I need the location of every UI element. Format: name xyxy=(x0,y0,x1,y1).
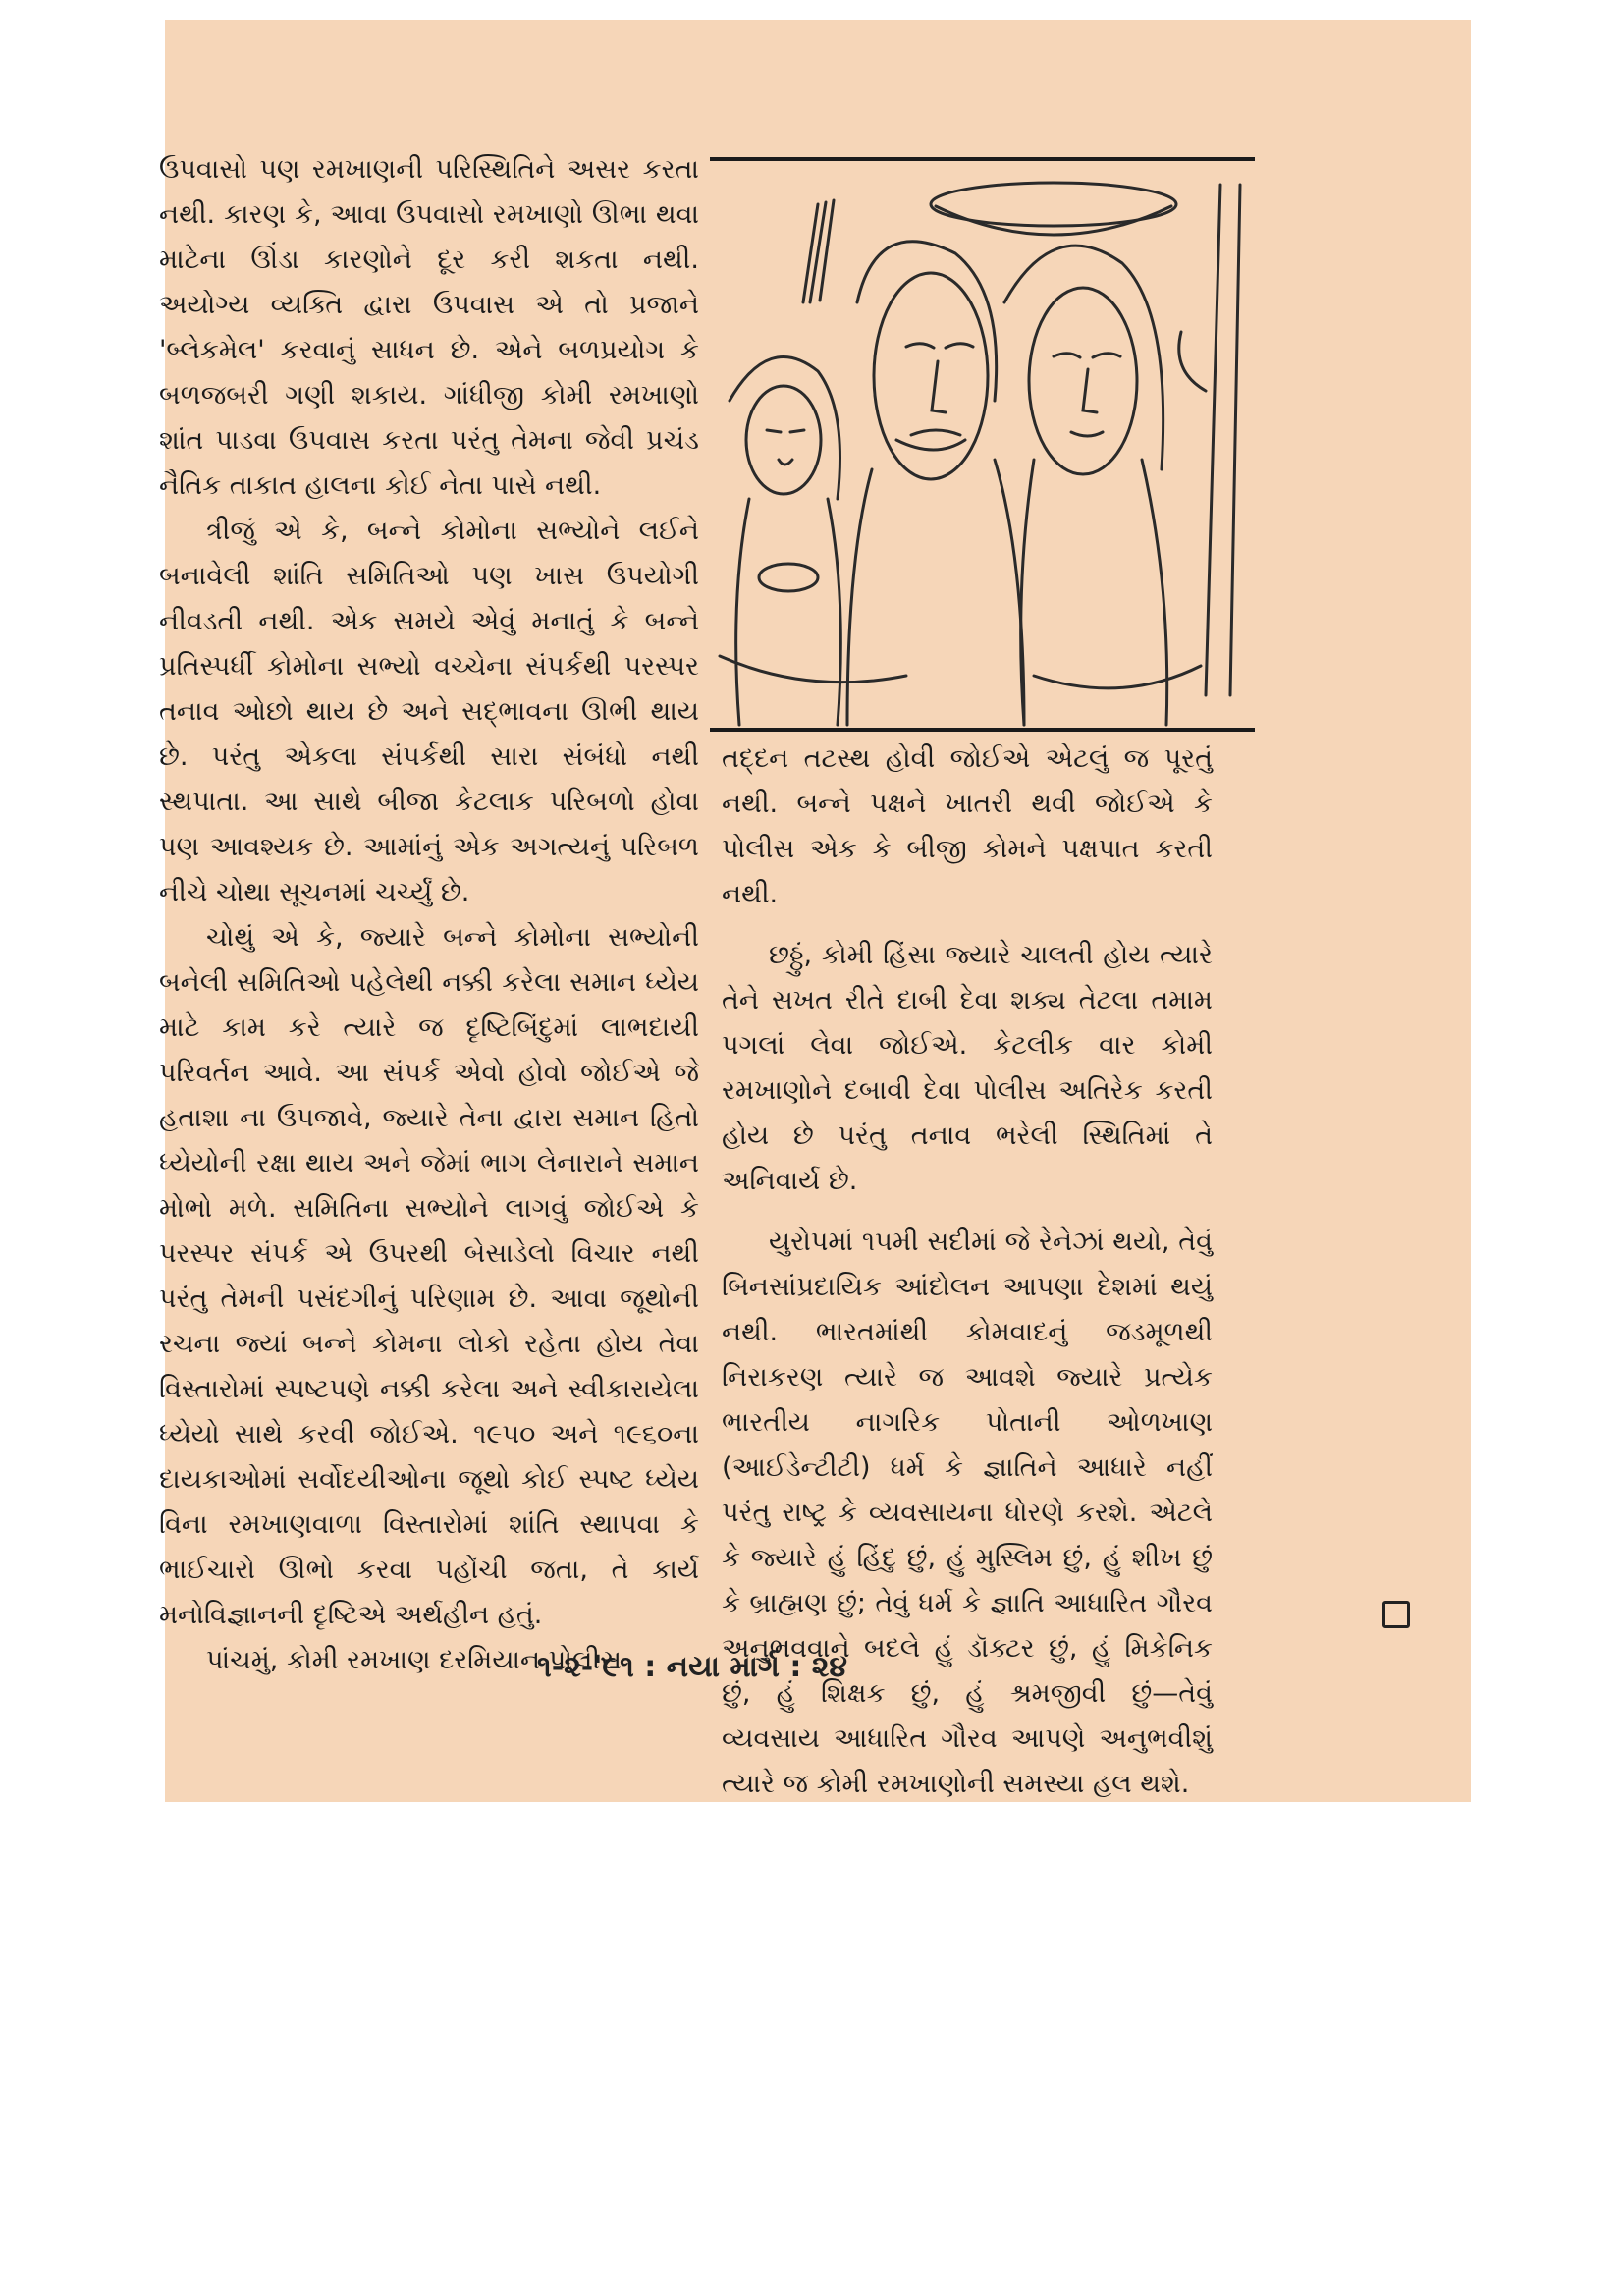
left-text-column xyxy=(159,147,699,1683)
end-of-article-mark xyxy=(1382,1601,1410,1628)
paragraph: યુરોપમાં ૧૫મી સદીમાં જે રેનેઝાં થયો, તેવું બિનસાંપ્રદાયિક આંદોલન આપણા દેશમાં થયું નથી. ભારતમાંથી કોમવાદનું જડમૂળથી નિરાકરણ ત્યારે જ આવશે જ્યારે પ્રત્યેક ભારતીય નાગરિક પોતાની ઓળખાણ (આઈડેન્ટીટી) ધર્મ કે જ્ઞાતિને આધારે નહીં પરંતુ રાષ્ટ્ર કે વ્યવસાયના ધોરણે કરશે. એટલે કે જ્યારે હું હિંદુ છું, હું મુસ્લિમ છું, હું શીખ છું કે બ્રાહ્મણ છું; તેવું ધર્મ કે જ્ઞાતિ આધારિત ગૌરવ અનુભવવાને બદલે હું ડૉક્ટર છું, હું મિકેનિક છું, હું શિક્ષક છું, હું શ્રમજીવી છું—તેવું વ્યવસાય આધારિત ગૌરવ આપણે અનુભવીશું ત્યારે જ કોમી રમખાણોની સમસ્યા હલ થશે. xyxy=(722,1227,1213,1799)
sketch-figures-image xyxy=(710,145,1255,735)
sketch-illustration xyxy=(710,145,1255,735)
right-text-column xyxy=(722,737,1213,1807)
paragraph: ઉપવાસો પણ રમખાણની પરિસ્થિતિને અસર કરતા નથી. કારણ કે, આવા ઉપવાસો રમખાણો ઊભા થવા માટેના ઊંડા કારણોને દૂર કરી શકતા નથી. અયોગ્ય વ્યક્તિ દ્વારા ઉપવાસ એ તો પ્રજાને 'બ્લેકમેલ' કરવાનું સાધન છે. એને બળપ્રયોગ કે બળજબરી ગણી શકાય. ગાંધીજી કોમી રમખાણો શાંત પાડવા ઉપવાસ કરતા પરંતુ તેમના જેવી પ્રચંડ નૈતિક તાકાત હાલના કોઈ નેતા પાસે નથી. xyxy=(159,154,699,501)
paragraph: ચોથું એ કે, જ્યારે બન્ને કોમોના સભ્યોની બનેલી સમિતિઓ પહેલેથી નક્કી કરેલા સમાન ધ્યેય માટે કામ કરે ત્યારે જ દૃષ્ટિબિંદુમાં લાભદાયી પરિવર્તન આવે. આ સંપર્ક એવો હોવો જોઈએ જે હતાશા ના ઉપજાવે, જ્યારે તેના દ્વારા સમાન હિતો ધ્યેયોની રક્ષા થાય અને જેમાં ભાગ લેનારાને સમાન મોભો મળે. સમિતિના સભ્યોને લાગવું જોઈએ કે પરસ્પર સંપર્ક એ ઉપરથી બેસાડેલો વિચાર નથી પરંતુ તેમની પસંદગીનું પરિણામ છે. આવા જૂથોની રચના જ્યાં બન્ને કોમના લોકો રહેતા હોય તેવા વિસ્તારોમાં સ્પષ્ટપણે નક્કી કરેલા અને સ્વીકારાયેલા ધ્યેયો સાથે કરવી જોઈએ. ૧૯૫૦ અને ૧૯૬૦ના દાયકાઓમાં સર્વોદયીઓના જૂથો કોઈ સ્પષ્ટ ધ્યેય વિના રમખાણવાળા વિસ્તારોમાં શાંતિ સ્થાપવા કે ભાઈચારો ઊભો કરવા પહોંચી જતા, તે કાર્ય મનોવિજ્ઞાનની દૃષ્ટિએ અર્થહીન હતું. xyxy=(159,922,699,1630)
paragraph: તદ્દન તટસ્થ હોવી જોઈએ એટલું જ પૂરતું નથી. બન્ને પક્ષને ખાતરી થવી જોઈએ કે પોલીસ એક કે બીજી કોમને પક્ષપાત કરતી નથી. xyxy=(722,743,1213,909)
page-footer: ૧-૨-'૯૧ : નયા માર્ગ : ૨૪ xyxy=(537,1650,847,1684)
paragraph: ત્રીજું એ કે, બન્ને કોમોના સભ્યોને લઈને બનાવેલી શાંતિ સમિતિઓ પણ ખાસ ઉપયોગી નીવડતી નથી. એક સમયે એવું મનાતું કે બન્ને પ્રતિસ્પર્ધી કોમોના સભ્યો વચ્ચેના સંપર્કથી પરસ્પર તનાવ ઓછો થાય છે અને સદ્ભાવના ઊભી થાય છે. પરંતુ એકલા સંપર્કથી સારા સંબંધો નથી સ્થપાતા. આ સાથે બીજા કેટલાક પરિબળો હોવા પણ આવશ્યક છે. આમાંનું એક અગત્યનું પરિબળ નીચે ચોથા સૂચનમાં ચર્ચ્યું છે. xyxy=(159,516,699,907)
paragraph: પાંચમું, કોમી રમખાણ દરમિયાન પોલીસ xyxy=(206,1645,622,1675)
paragraph: છઠ્ઠું, કોમી હિંસા જ્યારે ચાલતી હોય ત્યારે તેને સખત રીતે દાબી દેવા શક્ય તેટલા તમામ પગલાં લેવા જોઈએ. કેટલીક વાર કોમી રમખાણોને દબાવી દેવા પોલીસ અતિરેક કરતી હોય છે પરંતુ તનાવ ભરેલી સ્થિતિમાં તે અનિવાર્ય છે. xyxy=(722,940,1213,1196)
